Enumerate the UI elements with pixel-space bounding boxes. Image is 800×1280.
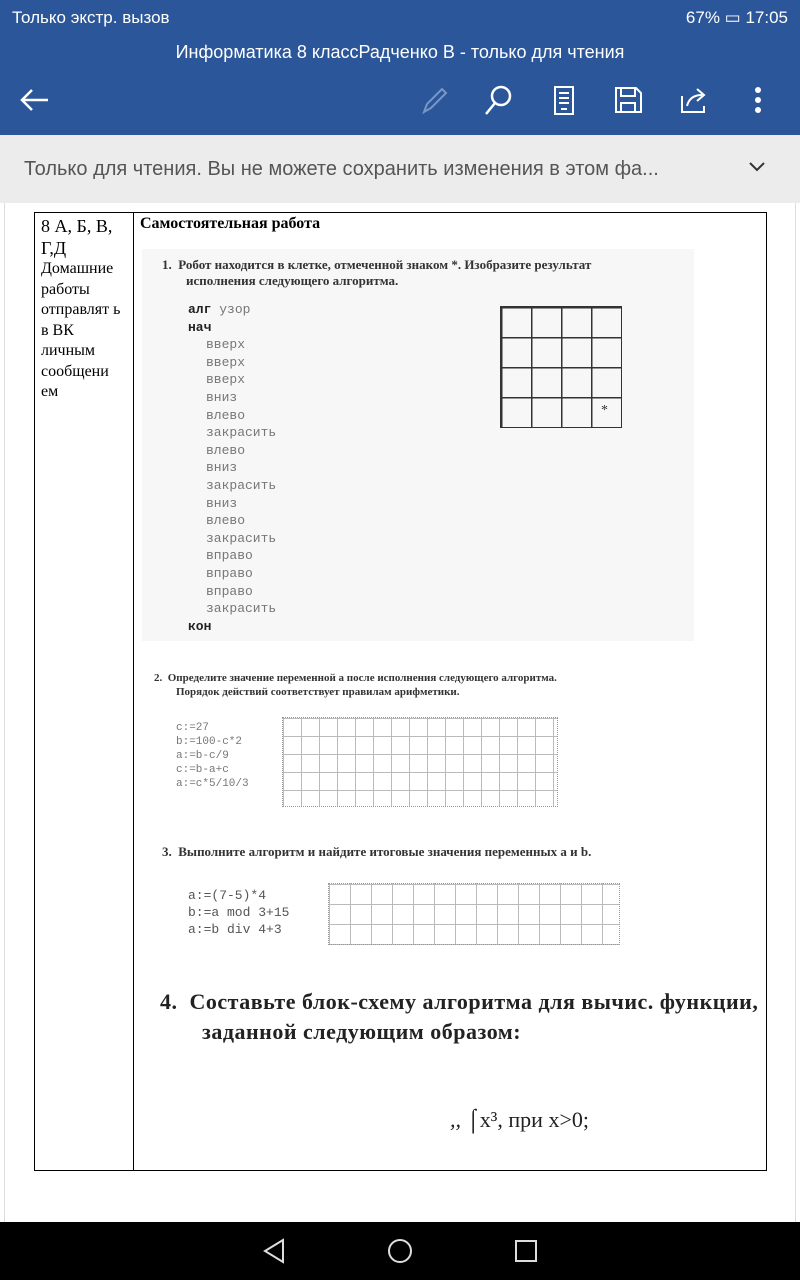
- read-only-banner[interactable]: [0, 135, 800, 203]
- document-title: Информатика 8 классРадченко В - только для чтения: [175, 42, 625, 62]
- algorithm-step: вниз: [206, 495, 238, 511]
- navigation-bar: [0, 1222, 800, 1280]
- algorithm-step: вправо: [206, 583, 253, 599]
- task2-answer-grid: [282, 717, 558, 807]
- algorithm-step: вниз: [206, 389, 238, 405]
- algorithm-step: вниз: [206, 460, 238, 476]
- task2-text: Определите значение переменной a после исполнения следующего алгоритма. Порядок действий соответствует правилам арифметики.: [167, 672, 557, 698]
- algorithm-step: влево: [206, 513, 246, 529]
- mobile-view-button[interactable]: [548, 80, 580, 120]
- search-icon: [482, 84, 514, 116]
- back-button[interactable]: [18, 80, 50, 120]
- class-list: 8 А, Б, В, Г,Д: [41, 216, 113, 258]
- algorithm-step: влево: [206, 407, 246, 423]
- task4-number: 4.: [160, 989, 178, 1014]
- task-cell: [134, 213, 767, 1171]
- alg-keyword: алг: [188, 302, 212, 317]
- begin-keyword: нач: [188, 319, 212, 335]
- code-line: a:=(7-5)*4: [188, 888, 267, 903]
- home-circle-icon[interactable]: [387, 1238, 413, 1264]
- recents-square-icon[interactable]: [513, 1238, 539, 1264]
- algorithm-step: закрасить: [206, 530, 277, 546]
- more-options-button[interactable]: [748, 80, 768, 120]
- task4-scan: 4. Составьте блок-схему алгоритма для вычис. функции, заданной следующим образом: ,, ⌠x³, при x>0;: [160, 989, 759, 1132]
- algorithm-step: закрасить: [206, 425, 277, 441]
- class-cell: [35, 213, 134, 1171]
- share-icon: [678, 84, 710, 116]
- robot-grid: [500, 306, 622, 428]
- task1-scan: [142, 249, 694, 641]
- clock: 17:05: [745, 8, 788, 27]
- document-table: [34, 212, 767, 1171]
- algorithm-step: вправо: [206, 565, 253, 581]
- work-heading: Самостоятельная работа: [140, 215, 321, 232]
- battery-percent: 67%: [685, 8, 720, 27]
- code-line: a:=b div 4+3: [188, 922, 282, 937]
- task3-scan: [162, 843, 640, 953]
- algorithm-step: влево: [206, 442, 246, 458]
- code-line: c:=b-a+c: [176, 764, 229, 776]
- task1-number: 1.: [162, 257, 172, 272]
- task2-number: 2.: [154, 672, 163, 684]
- chevron-down-icon[interactable]: [748, 157, 766, 175]
- back-triangle-icon[interactable]: [261, 1238, 287, 1264]
- code-line: a:=c*5/10/3: [176, 778, 249, 790]
- code-line: c:=27: [176, 722, 210, 734]
- task4-formula: x³, при x>0;: [479, 1107, 589, 1132]
- code-line: a:=b-c/9: [176, 750, 229, 762]
- pencil-icon: [418, 84, 450, 116]
- homework-note: Домашние работы отправлят ь в ВК личным сообщени ем: [41, 260, 121, 400]
- mobile-view-icon: [548, 84, 580, 116]
- document-page: [4, 203, 796, 1222]
- task2-scan: [146, 671, 586, 811]
- alg-name: узор: [219, 302, 251, 317]
- algorithm-step: закрасить: [206, 601, 277, 617]
- algorithm-step: вверх: [206, 372, 246, 388]
- algorithm-step: вверх: [206, 337, 246, 353]
- search-button[interactable]: [482, 80, 514, 120]
- save-icon: [612, 84, 644, 116]
- task1-text: Робот находится в клетке, отмеченной знаком *. Изобразите результат исполнения следующего алгоритма.: [178, 257, 592, 288]
- edit-button[interactable]: [418, 80, 450, 120]
- task4-text: Составьте блок-схему алгоритма для вычис. функции, заданной следующим образом:: [189, 989, 759, 1044]
- algorithm-step: вправо: [206, 548, 253, 564]
- algorithm-step: вверх: [206, 354, 246, 370]
- save-button[interactable]: [612, 80, 644, 120]
- more-vertical-icon: [748, 84, 768, 116]
- arrow-left-icon: [18, 84, 50, 116]
- robot-star: *: [601, 403, 608, 418]
- task3-number: 3.: [162, 844, 172, 859]
- app-bar: [0, 0, 800, 135]
- code-line: b:=a mod 3+15: [188, 905, 290, 920]
- algorithm-step: закрасить: [206, 477, 277, 493]
- task3-text: Выполните алгоритм и найдите итоговые значения переменных a и b.: [178, 844, 592, 859]
- share-button[interactable]: [678, 80, 710, 120]
- end-keyword: кон: [188, 618, 212, 634]
- code-line: b:=100-c*2: [176, 736, 243, 748]
- banner-text: Только для чтения. Вы не можете сохранить изменения в этом фа...: [24, 157, 659, 180]
- task3-answer-grid: [328, 883, 620, 945]
- status-left: Только экстр. вызов: [12, 8, 170, 27]
- status-bar: Только экстр. вызов 67% ▭ 17:05: [12, 8, 788, 30]
